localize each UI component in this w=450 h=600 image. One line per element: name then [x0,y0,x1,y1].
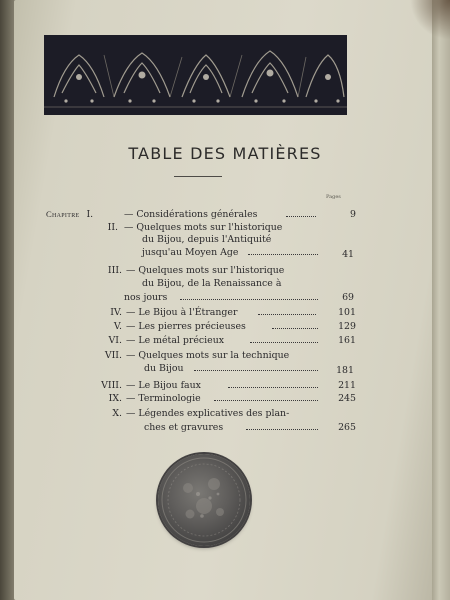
toc-page-number: 161 [338,335,356,346]
toc-entry-text: — Quelques mots sur l'historique [126,265,285,276]
toc-page-number: 41 [342,249,354,260]
dot-leaders [248,244,318,255]
toc-page-number: 265 [338,422,356,433]
toc-page-number: 129 [338,321,356,332]
dot-leaders [214,390,318,401]
chapter-number: I. [86,209,94,220]
dot-leaders [228,377,318,388]
toc-page-number: 211 [338,380,356,391]
toc-entry-text: — Terminologie [126,393,201,404]
toc-entry-text: — Les pierres précieuses [126,321,246,332]
toc-page-number: 245 [338,393,356,404]
toc-entry-text: — Le Bijou faux [126,380,201,391]
toc-page-number: 9 [350,209,356,220]
medallion-relief-icon [158,454,250,546]
page-title: TABLE DES MATIÈRES [128,144,322,163]
dot-leaders [258,304,316,315]
toc-entry-text: du Bijou [144,363,184,374]
chapter-word: Chapitre [46,209,80,219]
chapter-number: V. [113,321,122,332]
dot-leaders [286,206,316,217]
toc-entry-text: — Quelques mots sur la technique [126,350,290,361]
dot-leaders [272,318,318,329]
toc-entry-text: — Considérations générales [124,209,258,220]
toc-page-number: 101 [338,307,356,318]
chapter-number: X. [112,408,122,419]
toc-entry-text: jusqu'au Moyen Age [142,247,239,258]
chapter-number: VI. [108,335,122,346]
toc-page-number: 69 [342,292,354,303]
chapter-number: VIII. [101,380,122,391]
toc-page-number: 181 [336,365,354,376]
dot-leaders [180,289,318,300]
chapter-number: VII. [104,350,122,361]
toc-entry-text: du Bijou, depuis l'Antiquité [142,234,272,245]
dot-leaders [194,360,318,371]
toc-entry-text: nos jours [124,292,168,303]
toc-entry-text: du Bijou, de la Renaissance à [142,278,282,289]
chapter-number: II. [107,222,118,233]
chapter-number: IV. [110,307,122,318]
toc-entry-text: — Le métal précieux [126,335,225,346]
chapter-number: IX. [108,393,122,404]
toc-entry-text: ches et gravures [144,422,224,433]
pages-column-label: Pages [326,194,341,200]
dot-leaders [250,332,318,343]
dot-leaders [246,419,318,430]
toc-entry-text: — Quelques mots sur l'historique [124,222,283,233]
coin-medallion [158,454,250,546]
toc-entry-text: — Le Bijou à l'Étranger [126,307,238,318]
chapter-label [46,209,93,220]
toc-entry-text: — Légendes explicatives des plan- [126,408,290,419]
chapter-number: III. [107,265,122,276]
